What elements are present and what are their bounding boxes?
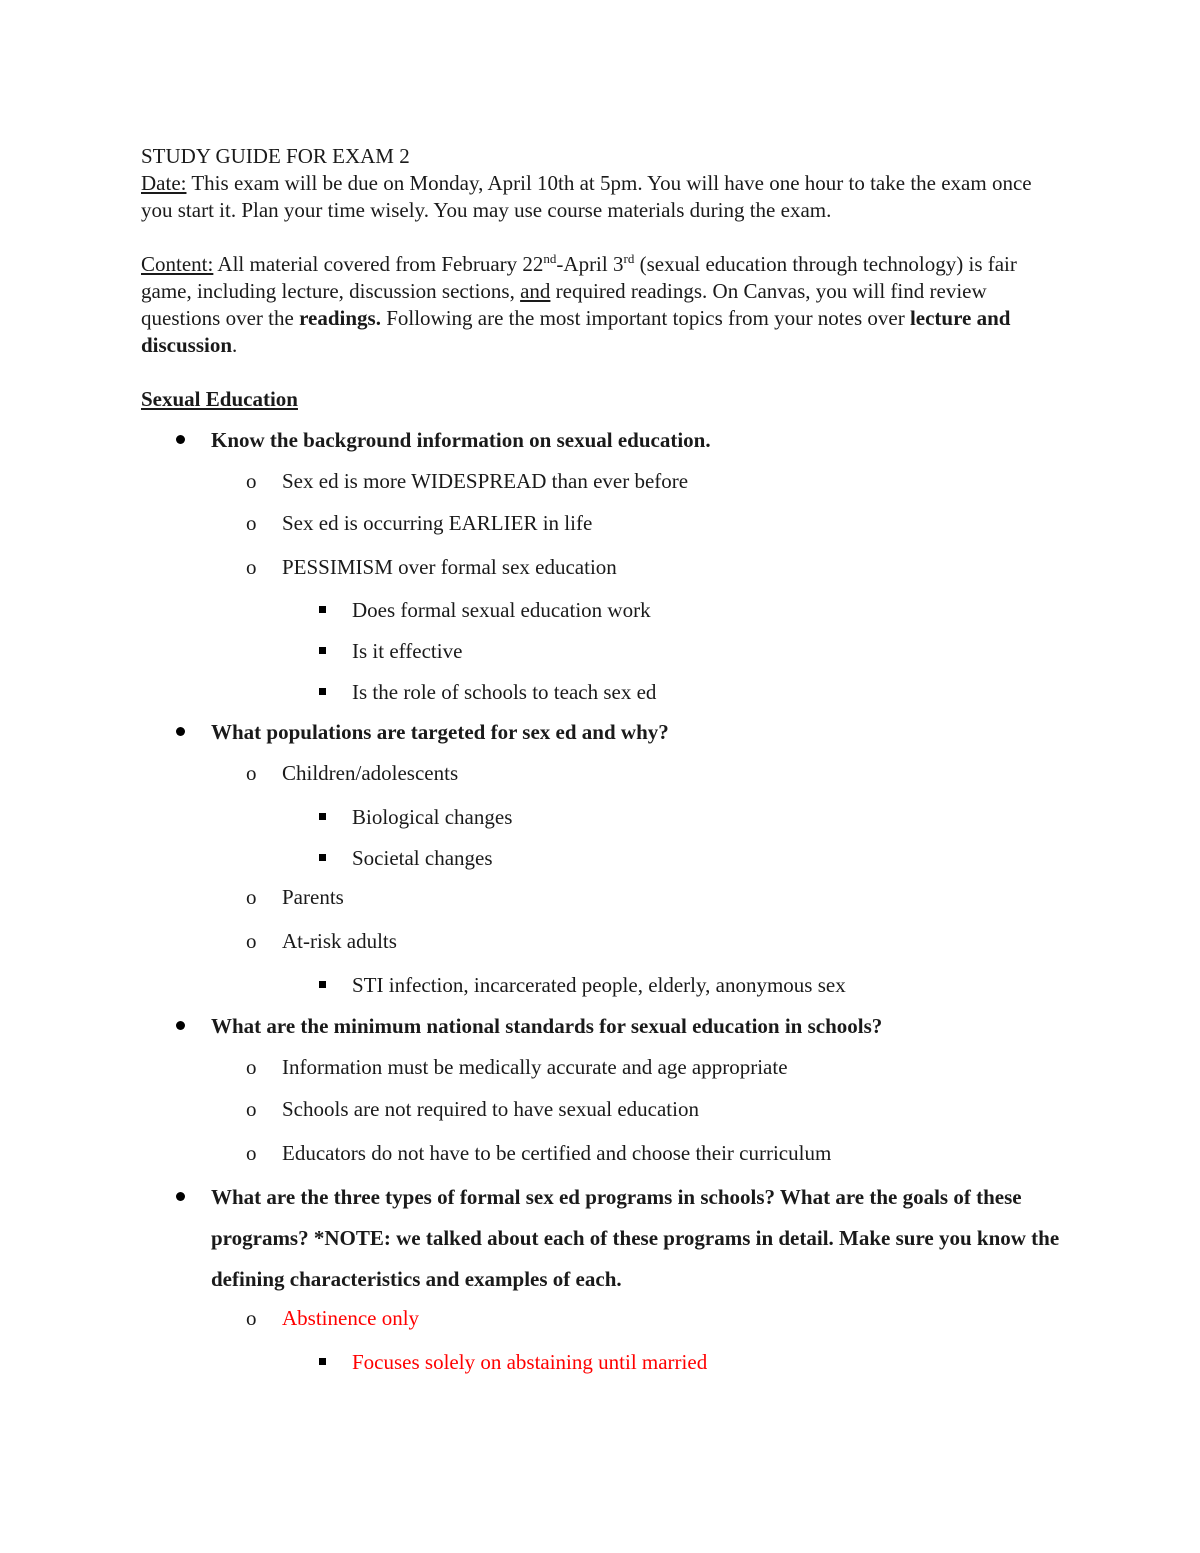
bullet-square-icon: [319, 606, 326, 613]
bullet-dot-icon: [176, 435, 185, 444]
bullet-o-icon: o: [246, 469, 257, 493]
doc-title: STUDY GUIDE FOR EXAM 2: [141, 144, 410, 168]
content-label: Content:: [141, 252, 214, 276]
bullet-o-icon: o: [246, 761, 257, 785]
list-item: What populations are targeted for sex ed and why?: [211, 719, 669, 746]
date-label: Date:: [141, 171, 187, 195]
list-item: Know the background information on sexual education.: [211, 427, 711, 454]
bullet-square-icon: [319, 1358, 326, 1365]
bullet-o-icon: o: [246, 511, 257, 535]
bullet-dot-icon: [176, 727, 185, 736]
list-item: Does formal sexual education work: [352, 597, 651, 624]
bullet-square-icon: [319, 688, 326, 695]
list-item: o Sex ed is occurring EARLIER in life: [246, 511, 593, 535]
content-text-1: All material covered from February 22: [213, 252, 544, 276]
list-item: o Schools are not required to have sexual education: [246, 1097, 699, 1121]
bullet-o-icon: o: [246, 1097, 257, 1121]
bullet-dot-icon: [176, 1192, 185, 1201]
section-heading: Sexual Education: [141, 387, 298, 411]
list-item: What are the minimum national standards for sexual education in schools?: [211, 1013, 882, 1040]
bullet-dot-icon: [176, 1021, 185, 1030]
bullet-o-icon: o: [246, 929, 257, 953]
list-item: Is it effective: [352, 638, 462, 665]
bullet-square-icon: [319, 854, 326, 861]
content-sup-1: nd: [543, 251, 557, 266]
list-item: Societal changes: [352, 845, 493, 872]
list-item: Biological changes: [352, 804, 512, 831]
content-lecture: lecture and discussion: [141, 306, 1011, 357]
content-text-3: (sexual education through technology) is fair game, including lecture, discussion sections,: [141, 252, 1017, 303]
list-item: o PESSIMISM over formal sex education: [246, 555, 617, 579]
list-item: o Abstinence only: [246, 1306, 420, 1330]
bullet-o-icon: o: [246, 1141, 257, 1165]
list-item: o Children/adolescents: [246, 761, 459, 785]
content-text-4: required readings. On Canvas, you will find review questions over the: [141, 279, 987, 330]
list-item: o At-risk adults: [246, 929, 397, 953]
bullet-square-icon: [319, 981, 326, 988]
bullet-o-icon: o: [246, 885, 257, 909]
content-paragraph: [141, 251, 1061, 359]
content-and: and: [520, 279, 551, 303]
list-item: o Educators do not have to be certified and choose their curriculum: [246, 1141, 832, 1165]
list-item: STI infection, incarcerated people, elderly, anonymous sex: [352, 972, 846, 999]
bullet-o-icon: o: [246, 1055, 257, 1079]
content-readings: readings.: [299, 306, 381, 330]
list-item: o Parents: [246, 885, 344, 909]
date-text: This exam will be due on Monday, April 10th at 5pm. You will have one hour to take the exam once you start it. Plan your time wisely. You may use course materials during the exam.: [141, 171, 1032, 222]
bullet-o-icon: o: [246, 555, 257, 579]
content-text-5: Following are the most important topics from your notes over: [380, 306, 910, 330]
content-text-2: -April 3: [556, 252, 624, 276]
list-item: Is the role of schools to teach sex ed: [352, 679, 656, 706]
date-paragraph: [141, 170, 1061, 224]
list-item: o Sex ed is more WIDESPREAD than ever before: [246, 469, 689, 493]
list-item: o Information must be medically accurate and age appropriate: [246, 1055, 788, 1079]
bullet-o-icon: o: [246, 1306, 257, 1330]
list-item: What are the three types of formal sex ed programs in schools? What are the goals of these programs? *NOTE: we talked about each of these programs in detail. Make sure you know the defining characteristics and examples of each.: [211, 1177, 1071, 1300]
content-sup-2: rd: [623, 251, 635, 266]
bullet-square-icon: [319, 813, 326, 820]
list-item: Focuses solely on abstaining until married: [352, 1349, 707, 1376]
content-text-6: .: [232, 333, 238, 357]
bullet-square-icon: [319, 647, 326, 654]
